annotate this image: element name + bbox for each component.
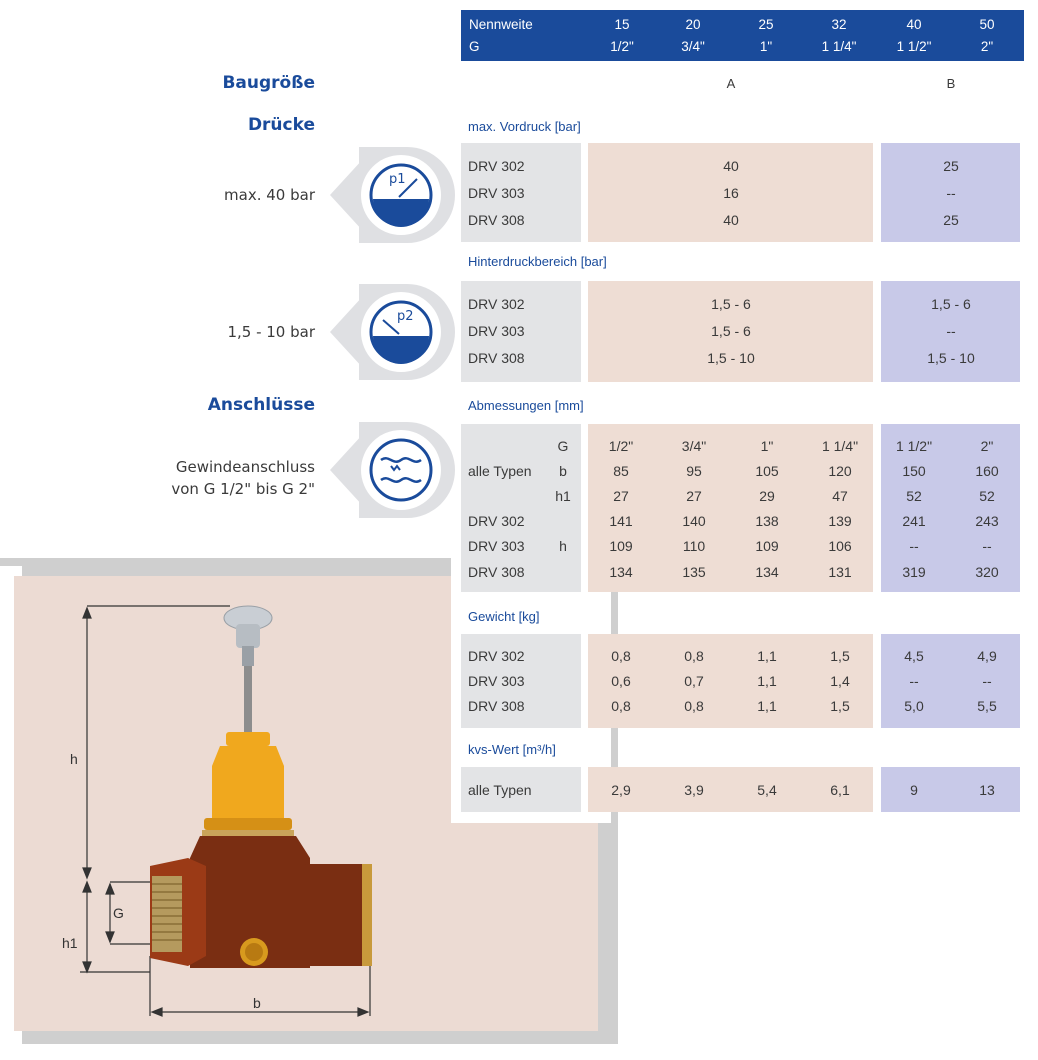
type-label: DRV 302 [468, 296, 525, 312]
value-cell: 25 [943, 158, 959, 174]
value-cell: 1,5 - 10 [707, 350, 755, 366]
kvs-caption: kvs-Wert [m³/h] [468, 742, 556, 757]
value-cell: 1,5 [830, 648, 850, 664]
value-cell: 1,5 - 10 [927, 350, 975, 366]
dn-40: 40 [906, 17, 922, 32]
value-cell: 160 [975, 463, 999, 479]
value-cell: 141 [609, 513, 633, 529]
g-15: 1/2" [610, 39, 634, 54]
value-cell: 319 [902, 564, 926, 580]
value-cell: 4,9 [977, 648, 997, 664]
value-cell: 3,9 [684, 782, 704, 798]
value-cell: 47 [832, 488, 848, 504]
value-cell: 120 [828, 463, 852, 479]
value-cell: 29 [759, 488, 775, 504]
value-cell: 110 [682, 538, 706, 554]
druecke-heading: Drücke [247, 115, 315, 135]
value-cell: 1,5 - 6 [711, 323, 751, 339]
value-cell: 0,8 [684, 698, 704, 714]
value-cell: 134 [755, 564, 779, 580]
g-25: 1" [759, 39, 773, 54]
value-cell: 1,5 - 6 [931, 296, 971, 312]
value-cell: 2,9 [611, 782, 631, 798]
value-cell: 0,6 [611, 673, 631, 689]
value-cell: -- [909, 538, 919, 554]
value-cell: 13 [979, 782, 995, 798]
p2-icon-label: p2 [397, 309, 414, 324]
divider-bar [0, 558, 451, 566]
value-cell: 40 [723, 158, 739, 174]
type-label: DRV 303 [468, 538, 525, 554]
anschluesse-heading: Anschlüsse [207, 395, 315, 415]
value-cell: 0,7 [684, 673, 704, 689]
type-label: DRV 303 [468, 673, 525, 689]
dn-25: 25 [758, 17, 774, 32]
value-cell: 105 [755, 463, 779, 479]
value-cell: 1,5 [830, 698, 850, 714]
group-a-label: A [726, 76, 736, 91]
dimension-symbol: h1 [555, 488, 571, 504]
value-cell: 27 [686, 488, 702, 504]
dimension-symbol: h [559, 538, 567, 554]
value-cell: 241 [902, 513, 926, 529]
value-cell: 4,5 [904, 648, 924, 664]
value-cell: -- [946, 185, 956, 201]
dim-h1-label: h1 [62, 935, 78, 951]
type-label: DRV 302 [468, 513, 525, 529]
value-cell: 109 [609, 538, 633, 554]
abmessungen-caption: Abmessungen [mm] [468, 398, 584, 413]
nennweite-label: Nennweite [469, 17, 533, 32]
value-cell: 9 [910, 782, 918, 798]
g-50: 2" [980, 39, 994, 54]
group-b-label: B [946, 76, 956, 91]
hinterdruck-caption: Hinterdruckbereich [bar] [468, 254, 607, 269]
type-label: DRV 302 [468, 648, 525, 664]
p2-text: 1,5 - 10 bar [227, 323, 315, 341]
value-cell: 106 [828, 538, 852, 554]
value-cell: 243 [975, 513, 999, 529]
dn-32: 32 [831, 17, 847, 32]
value-cell: 1,5 - 6 [711, 296, 751, 312]
value-cell: 1 1/2" [895, 438, 933, 454]
dn-15: 15 [614, 17, 630, 32]
p1-icon-label: p1 [389, 172, 406, 187]
g-label: G [469, 39, 480, 54]
dim-b-label: b [253, 995, 261, 1011]
value-cell: 3/4" [681, 438, 707, 454]
pressure-reducer-valve-image [40, 596, 400, 1026]
type-label: DRV 303 [468, 185, 525, 201]
kvs-group-b [881, 767, 1020, 812]
type-label: DRV 308 [468, 350, 525, 366]
value-cell: -- [982, 673, 992, 689]
thread-connection-icon [361, 430, 441, 510]
connection-line-1: Gewindeanschluss [175, 458, 315, 476]
connection-line-2: von G 1/2" bis G 2" [171, 480, 315, 498]
value-cell: -- [982, 538, 992, 554]
value-cell: 134 [609, 564, 633, 580]
value-cell: 25 [943, 212, 959, 228]
value-cell: 40 [723, 212, 739, 228]
value-cell: 131 [828, 564, 852, 580]
value-cell: 139 [828, 513, 852, 529]
value-cell: 16 [723, 185, 739, 201]
type-label: alle Typen [468, 782, 532, 798]
value-cell: 1 1/4" [821, 438, 859, 454]
type-label: DRV 308 [468, 564, 525, 580]
value-cell: 0,8 [684, 648, 704, 664]
pressure-gauge-p2-icon [361, 292, 441, 372]
dn-20: 20 [685, 17, 701, 32]
type-label: DRV 303 [468, 323, 525, 339]
value-cell: -- [909, 673, 919, 689]
size-header [461, 10, 1024, 61]
value-cell: 109 [755, 538, 779, 554]
value-cell: 27 [613, 488, 629, 504]
value-cell: 140 [682, 513, 706, 529]
value-cell: 150 [902, 463, 926, 479]
value-cell: 5,5 [977, 698, 997, 714]
dim-h-label: h [70, 751, 78, 767]
g-32: 1 1/4" [821, 39, 857, 54]
value-cell: 1" [760, 438, 774, 454]
vordruck-caption: max. Vordruck [bar] [468, 119, 581, 134]
value-cell: 0,8 [611, 698, 631, 714]
value-cell: 5,4 [757, 782, 777, 798]
value-cell: 0,8 [611, 648, 631, 664]
p1-text: max. 40 bar [224, 186, 315, 204]
g-20: 3/4" [681, 39, 705, 54]
value-cell: 1,1 [757, 648, 777, 664]
dimension-symbol: b [559, 463, 567, 479]
gewicht-caption: Gewicht [kg] [468, 609, 540, 624]
value-cell: 138 [755, 513, 779, 529]
pressure-gauge-p1-icon [361, 155, 441, 235]
value-cell: 6,1 [830, 782, 850, 798]
value-cell: -- [946, 323, 956, 339]
type-label: DRV 308 [468, 698, 525, 714]
g-40: 1 1/2" [896, 39, 932, 54]
value-cell: 2" [980, 438, 994, 454]
value-cell: 52 [906, 488, 922, 504]
dimension-symbol: G [557, 438, 569, 454]
value-cell: 1/2" [608, 438, 634, 454]
baugroesse-heading: Baugröße [222, 73, 315, 93]
value-cell: 320 [975, 564, 999, 580]
value-cell: 52 [979, 488, 995, 504]
type-label: DRV 308 [468, 212, 525, 228]
gewicht-group-b [881, 634, 1020, 728]
type-label: alle Typen [468, 463, 532, 479]
value-cell: 85 [613, 463, 629, 479]
dim-g-label: G [113, 905, 124, 921]
dn-50: 50 [979, 17, 995, 32]
value-cell: 95 [686, 463, 702, 479]
value-cell: 135 [682, 564, 706, 580]
value-cell: 5,0 [904, 698, 924, 714]
value-cell: 1,4 [830, 673, 850, 689]
value-cell: 1,1 [757, 673, 777, 689]
value-cell: 1,1 [757, 698, 777, 714]
type-label: DRV 302 [468, 158, 525, 174]
